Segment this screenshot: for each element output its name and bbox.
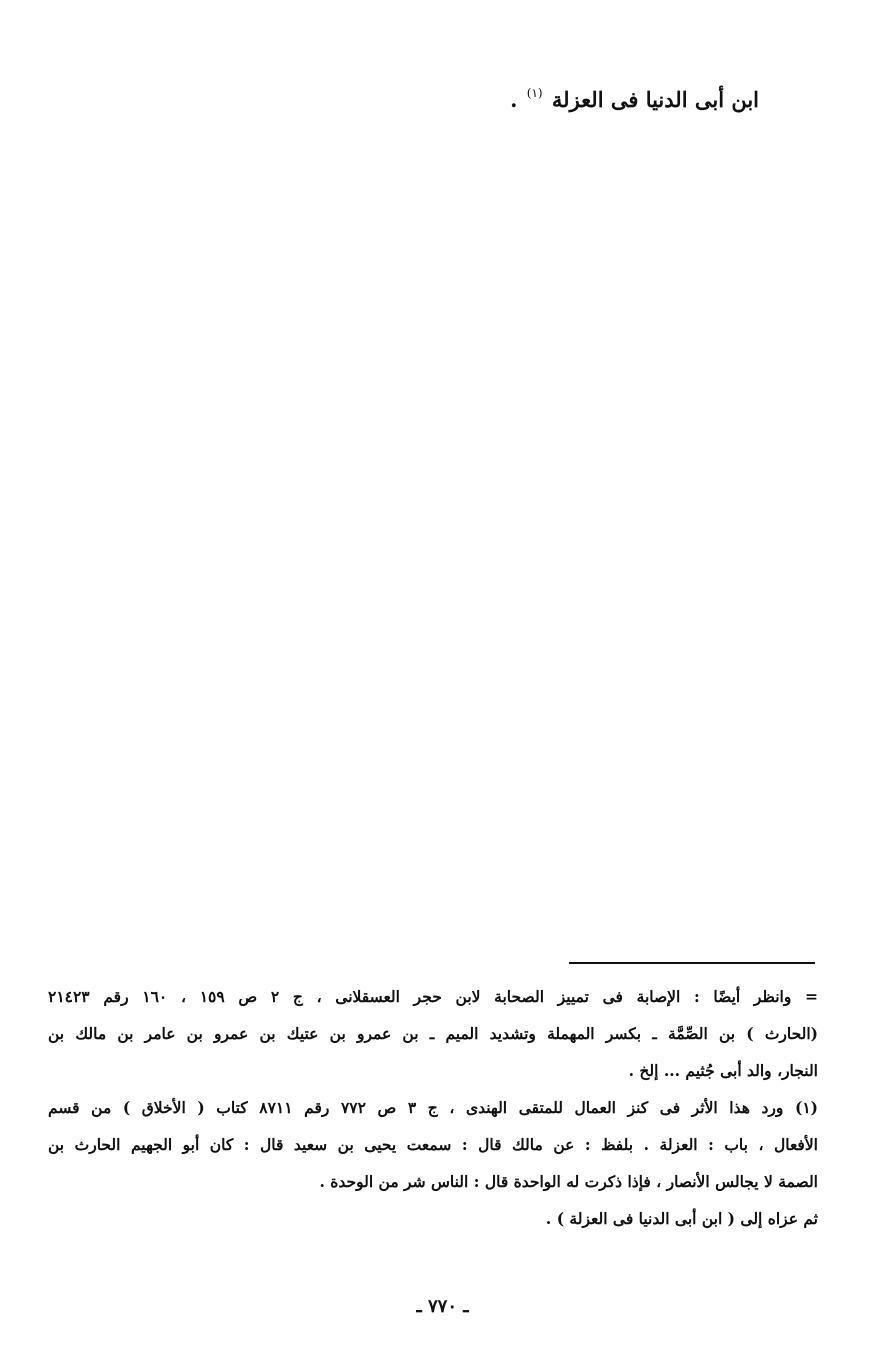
footnote-line: النجار، والد أبى جُثيم ... إلخ . [628,1061,818,1080]
footnote-separator [569,962,815,964]
main-text-end: . [510,87,518,112]
footnote-line: الصمة لا يجالس الأنصار ، فإذا ذكرت له الواحدة قال : الناس شر من الوحدة . [319,1172,818,1191]
main-text: ابن أبى الدنيا فى العزلة [551,87,759,112]
footnote-line: الأفعال ، باب : العزلة . بلفظ : عن مالك قال : سمعت يحيى بن سعيد قال : كان أبو الجهيم الحارث بن [48,1135,818,1154]
footnote-line: = وانظر أيضًا : الإصابة فى تمييز الصحابة لابن حجر العسقلانى ، ج ٢ ص ١٥٩ ، ١٦٠ رقم ٢١٤٢٣ [48,987,818,1006]
footnote-line: ثم عزاه إلى ( ابن أبى الدنيا فى العزلة ) . [545,1209,818,1228]
footnote-line: (الحارث ) بن الصِّمَّة ـ بكسر المهملة وتشديد الميم ـ بن عمرو بن عتيك بن عمرو بن عامر بن مالك بن [48,1024,818,1043]
main-text-line [510,86,759,112]
footnote-line: (١) ورد هذا الأثر فى كنز العمال للمتقى الهندى ، ج ٣ ص ٧٧٢ رقم ٨٧١١ كتاب ( الأخلاق ) من قسم [48,1098,818,1117]
footnote-reference-marker: (١) [526,86,543,100]
page-number: ـ ٧٧٠ ـ [416,1296,469,1317]
footnotes [48,978,818,1237]
